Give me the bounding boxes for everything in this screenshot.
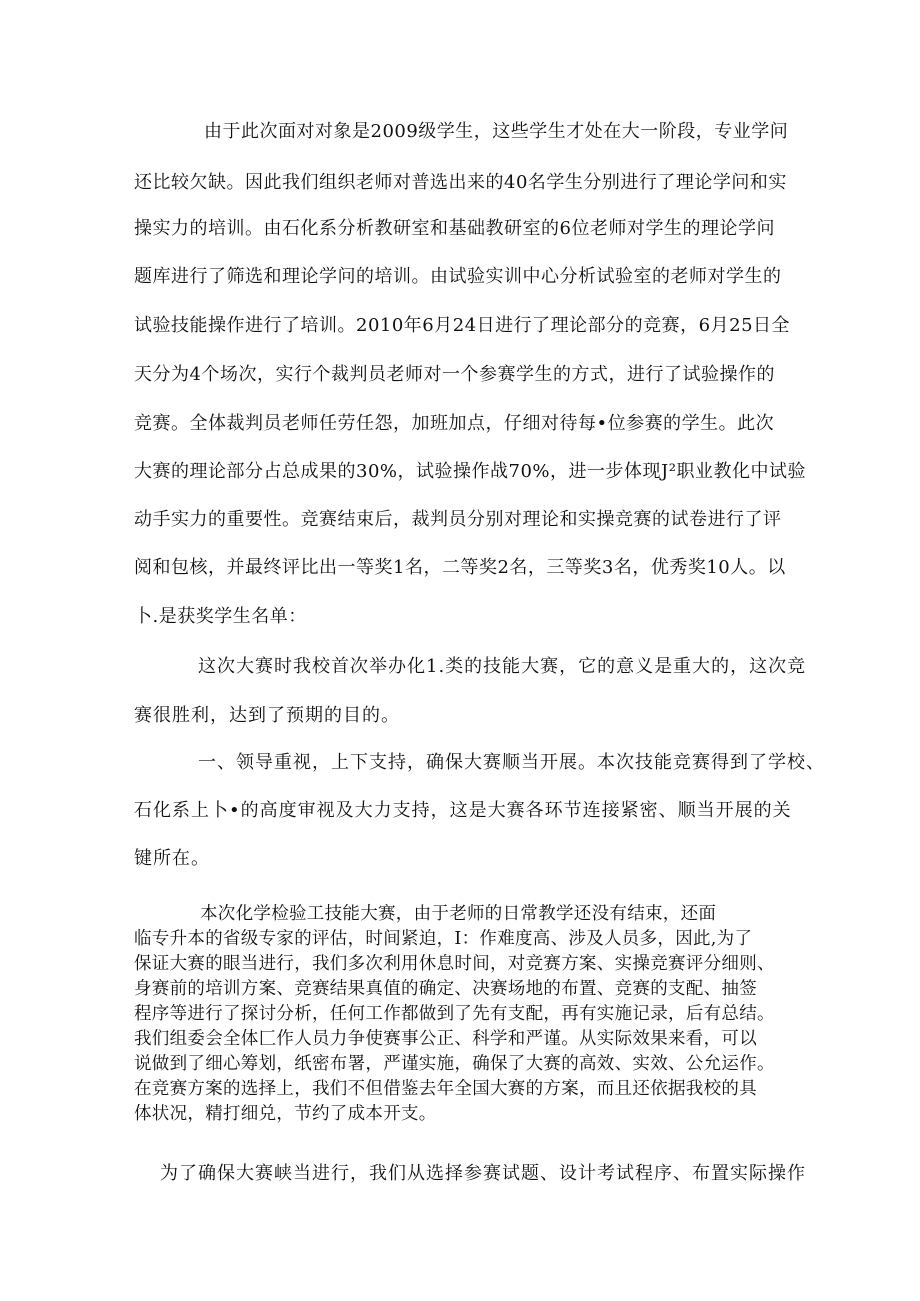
text-line: 还比较欠缺。因此我们组织老师对普选出来的40名学生分别进行了理论学问和实 [134, 172, 787, 193]
text-line: 本次化学检验工技能大赛，由于老师的日常教学还没有结束，还面 [200, 904, 717, 924]
text-line: 在竞赛方案的选择上，我们不但借鉴去年全国大赛的方案，而且还依据我校的具 [134, 1079, 757, 1099]
text-line: 阅和包核，并最终评比出一等奖1名，二等奖2名，三等奖3名，优秀奖10人。以 [134, 557, 786, 578]
text-line: 临专升本的省级专家的评估，时间紧迫，I：作难度高、涉及人员多，因此,为了 [134, 929, 753, 949]
text-line: 体状况，精打细兑，节约了成本开支。 [134, 1104, 437, 1124]
text-line: 赛很胜利，达到了预期的目的。 [134, 705, 400, 726]
text-line: 说做到了细心筹划，纸密布署，严谨实施，确保了大赛的高效、实效、公允运作。 [134, 1054, 775, 1074]
text-line: 动手实力的重要性。竞赛结束后，裁判员分别对理论和实操竞赛的试卷进行了评 [134, 509, 782, 530]
text-line: 键所在。 [134, 848, 210, 869]
text-line: 操实力的培训。由石化系分析教研室和基础教研室的6位老师对学生的理论学问 [134, 218, 775, 239]
text-line: 竞赛。全体裁判员老师任劳任怨，加班加点，仔细对待每•位参赛的学生。此次 [134, 413, 775, 434]
text-line: 由于此次面对对象是2009级学生，这些学生才处在大一阶段，专业学问 [204, 121, 789, 142]
text-line: 为了确保大赛峡当进行，我们从选择参赛试题、设计考试程序、布置实际操作 [160, 1163, 806, 1184]
text-line: 身赛前的培训方案、竞赛结果真值的确定、决赛场地的布置、竞赛的支配、抽签 [134, 979, 757, 999]
text-line: 大赛的理论部分占总成果的30%，试验操作战70%，进一步体现J²职业教化中试验 [134, 461, 806, 482]
text-line: 一、领导重视，上下支持，确保大赛顺当开展。本次技能竞赛得到了学校、 [198, 752, 825, 773]
text-line: 程序等进行了探讨分析，任何工作都做到了先有支配，再有实施记录，后有总结。 [134, 1004, 775, 1024]
text-line: 我们组委会全体匚作人员力争使赛事公正、科学和严谨。从实际效果来看，可以 [134, 1029, 757, 1049]
text-line: 保证大赛的眼当进行，我们多次利用休息时间，对竞赛方案、实操竞赛评分细则、 [134, 954, 775, 974]
text-line: 这次大赛时我校首次举办化1.类的技能大赛，它的意义是重大的，这次竞 [198, 656, 807, 677]
text-line: 天分为4个场次，实行个裁判员老师对一个参赛学生的方式，进行了试验操作的 [134, 364, 775, 385]
text-line: 卜.是获奖学生名单： [134, 606, 307, 627]
text-line: 石化系上卜•的高度审视及大力支持，这是大赛各环节连接紧密、顺当开展的关 [134, 800, 792, 821]
text-line: 题库进行了筛选和理论学问的培训。由试验实训中心分析试验室的老师对学生的 [134, 266, 782, 287]
text-line: 试验技能操作进行了培训。2010年6月24日进行了理论部分的竞赛，6月25日全 [134, 315, 791, 336]
